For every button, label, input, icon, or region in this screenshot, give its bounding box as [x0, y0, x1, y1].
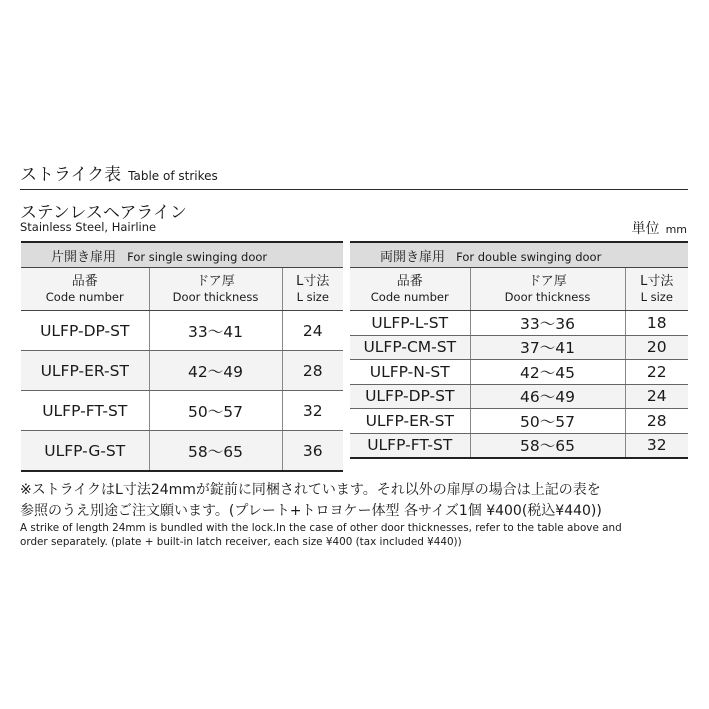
cell-lsize: 28 — [625, 409, 688, 434]
cell-lsize: 28 — [282, 351, 343, 391]
cell-code: ULFP-DP-ST — [350, 384, 470, 409]
table-row — [350, 433, 688, 458]
header-lsize: L寸法 L size — [625, 268, 688, 311]
cell-code: ULFP-CM-ST — [350, 335, 470, 360]
header-code: 品番 Code number — [21, 268, 149, 311]
table-row — [21, 431, 343, 472]
header-thickness: ドア厚 Door thickness — [470, 268, 625, 311]
note-japanese — [20, 480, 692, 522]
table-row — [350, 360, 688, 385]
cell-code: ULFP-ER-ST — [21, 351, 149, 391]
table-caption — [21, 242, 343, 268]
cell-thickness: 42〜49 — [149, 351, 282, 391]
cell-code: ULFP-ER-ST — [350, 409, 470, 434]
title-divider — [20, 189, 688, 190]
cell-code: ULFP-G-ST — [21, 431, 149, 472]
table-row — [21, 351, 343, 391]
cell-lsize: 18 — [625, 311, 688, 336]
table-header — [350, 268, 688, 311]
table-row — [350, 384, 688, 409]
header-thickness: ドア厚 Door thickness — [149, 268, 282, 311]
unit-value: mm — [665, 223, 687, 236]
table-row — [21, 311, 343, 351]
table-row — [350, 335, 688, 360]
cell-lsize: 20 — [625, 335, 688, 360]
material-en: Stainless Steel, Hairline — [20, 220, 157, 234]
cell-lsize: 24 — [282, 311, 343, 351]
material-ja: ステンレスヘアライン — [20, 203, 187, 223]
note-ja-line-1: ※ストライクはL寸法24mmが錠前に同梱されています。それ以外の扉厚の場合は上記の表を — [20, 482, 601, 498]
cell-lsize: 32 — [625, 433, 688, 458]
note-ja-line-2: 参照のうえ別途ご注文願います。(プレート+トロヨケー体型 各サイズ1個 ¥400(税込¥440)) — [20, 503, 602, 519]
cell-code: ULFP-L-ST — [350, 311, 470, 336]
unit-label: 単位 — [631, 221, 660, 237]
cell-thickness: 37〜41 — [470, 335, 625, 360]
cell-thickness: 46〜49 — [470, 384, 625, 409]
cell-code: ULFP-N-ST — [350, 360, 470, 385]
unit-indicator — [632, 218, 687, 238]
table-row — [350, 311, 688, 336]
single-door-table — [21, 241, 343, 472]
caption-en: For single swinging door — [127, 249, 268, 264]
cell-thickness: 33〜41 — [149, 311, 282, 351]
cell-code: ULFP-DP-ST — [21, 311, 149, 351]
caption-en: For double swinging door — [456, 249, 602, 264]
cell-thickness: 58〜65 — [470, 433, 625, 458]
header-lsize: L寸法 L size — [282, 268, 343, 311]
cell-thickness: 50〜57 — [149, 391, 282, 431]
header-code: 品番 Code number — [350, 268, 470, 311]
note-en-line-2: order separately. (plate + built-in latch receiver, each size ¥400 (tax included ¥440)) — [20, 536, 462, 548]
table-row — [21, 391, 343, 431]
table-row — [350, 409, 688, 434]
cell-code: ULFP-FT-ST — [350, 433, 470, 458]
note-english — [20, 521, 700, 549]
page-title — [20, 160, 218, 184]
cell-thickness: 42〜45 — [470, 360, 625, 385]
cell-thickness: 50〜57 — [470, 409, 625, 434]
note-en-line-1: A strike of length 24mm is bundled with the lock.In the case of other door thicknesses, refer to the table above and — [20, 522, 622, 534]
cell-code: ULFP-FT-ST — [21, 391, 149, 431]
cell-lsize: 36 — [282, 431, 343, 472]
double-door-table — [350, 241, 688, 459]
cell-thickness: 33〜36 — [470, 311, 625, 336]
cell-lsize: 22 — [625, 360, 688, 385]
cell-lsize: 24 — [625, 384, 688, 409]
cell-lsize: 32 — [282, 391, 343, 431]
table-caption — [350, 242, 688, 268]
caption-ja: 片開き扉用 — [51, 249, 117, 265]
caption-ja: 両開き扉用 — [380, 249, 446, 265]
cell-thickness: 58〜65 — [149, 431, 282, 472]
title-ja: ストライク表 — [20, 165, 122, 185]
title-en: Table of strikes — [128, 169, 218, 183]
table-header — [21, 268, 343, 311]
